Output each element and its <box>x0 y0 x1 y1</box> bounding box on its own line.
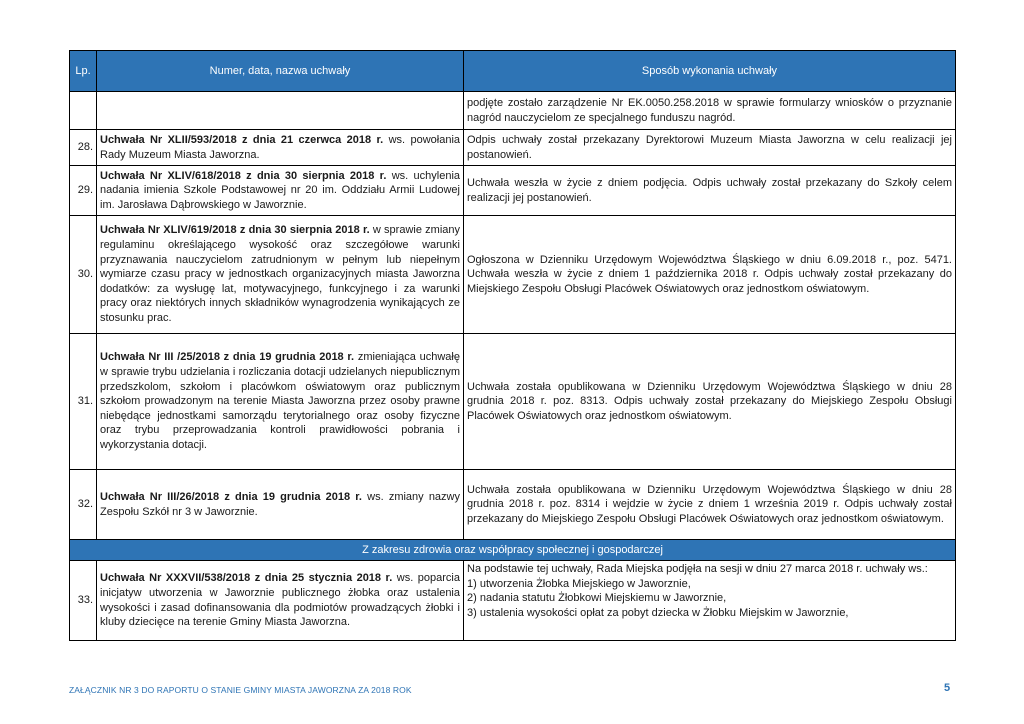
resolution-desc: zmieniająca uchwałę w sprawie trybu udzielania i rozliczania dotacji udzielanych niepublicznym przedszkolom, szkołom i placówkom oświatowym oraz publicznym szkołom prowadzonym na terenie Miasta Jaworzna przez osoby prawne niebędące jednostkami samorządu terytorialnego oraz osoby fizyczne oraz trybu przeprowadzania kontroli prawidłowości pobrania i wykorzystania dotacji. <box>100 351 460 451</box>
execution-intro: Na podstawie tej uchwały, Rada Miejska podjęła na sesji w dniu 27 marca 2018 r. uchwały ws.: <box>467 563 928 575</box>
row-resolution <box>97 470 464 540</box>
resolutions-table <box>69 50 956 641</box>
resolution-desc: ws. zmiany nazwy Zespołu Szkół nr 3 w Jaworznie. <box>100 490 460 518</box>
row-lp: 31. <box>70 334 97 470</box>
page-number: 5 <box>944 682 951 694</box>
resolution-title: Uchwała Nr XLIV/619/2018 z dnia 30 sierpnia 2018 r. <box>100 224 370 237</box>
row-execution: Uchwała weszła w życie z dniem podjęcia. Odpis uchwały został przekazany do Szkoły celem realizacji jej postanowień. <box>464 166 956 216</box>
row-resolution <box>97 334 464 470</box>
resolution-desc: ws. poparcia inicjatyw utworzenia w Jaworznie publicznego żłobka oraz ustalenia wysokości i zasad dofinansowania dla podmiotów prowadzących żłobki i kluby dziecięce na terenie Gminy Miasta Jaworzna. <box>100 572 460 629</box>
table-row <box>70 130 956 166</box>
row-resolution <box>97 92 464 130</box>
table-row <box>70 166 956 216</box>
resolution-title: Uchwała Nr III/26/2018 z dnia 19 grudnia 2018 r. <box>100 490 362 503</box>
footer-document-title: ZAŁĄCZNIK NR 3 DO RAPORTU O STANIE GMINY MIASTA JAWORZNA ZA 2018 ROK <box>69 685 412 695</box>
table-row <box>70 92 956 130</box>
row-resolution <box>97 166 464 216</box>
table-header-row <box>70 51 956 92</box>
table-row <box>70 334 956 470</box>
row-execution: Uchwała została opublikowana w Dzienniku Urzędowym Województwa Śląskiego w dniu 28 grudnia 2018 r. poz. 8314 i wejdzie w życie z dniem 1 września 2019 r. Odpis uchwały został przekazany do Miejskiego Zespołu Obsługi Placówek Oświatowych oraz jednostkom oświatowym. <box>464 470 956 540</box>
execution-item: 2) nadania statutu Żłobkowi Miejskiemu w Jaworznie, <box>467 592 727 605</box>
row-execution: Uchwała została opublikowana w Dzienniku Urzędowym Województwa Śląskiego w dniu 28 grudnia 2018 r. poz. 8313. Odpis uchwały został przekazany do Miejskiego Zespołu Obsługi Placówek Oświatowych oraz jednostkom oświatowym. <box>464 334 956 470</box>
row-execution: Ogłoszona w Dzienniku Urzędowym Województwa Śląskiego w dniu 6.09.2018 r., poz. 5471. Uchwała weszła w życie z dniem 1 października 2018 r. Odpis uchwały został przekazany do Miejskiego Zespołu Obsługi Placówek Oświatowych oraz jednostkom oświatowym. <box>464 216 956 334</box>
section-heading: Z zakresu zdrowia oraz współpracy społecznej i gospodarczej <box>70 540 956 561</box>
resolution-title: Uchwała Nr III /25/2018 z dnia 19 grudnia 2018 r. <box>100 351 355 364</box>
section-row <box>70 540 956 561</box>
header-lp: Lp. <box>70 51 97 92</box>
row-execution: podjęte zostało zarządzenie Nr EK.0050.258.2018 w sprawie formularzy wniosków o przyznanie nagród nauczycielom ze specjalnego funduszu nagród. <box>464 92 956 130</box>
row-resolution <box>97 130 464 166</box>
row-execution <box>464 561 956 641</box>
resolution-title: Uchwała Nr XLII/593/2018 z dnia 21 czerwca 2018 r. <box>100 133 384 146</box>
row-resolution <box>97 561 464 641</box>
row-lp <box>70 92 97 130</box>
table-row <box>70 470 956 540</box>
resolution-desc: ws. uchylenia nadania imienia Szkole Podstawowej nr 20 im. Oddziału Armii Ludowej im. Jarosława Dąbrowskiego w Jaworznie. <box>100 169 461 211</box>
row-lp: 30. <box>70 216 97 334</box>
resolution-title: Uchwała Nr XXXVII/538/2018 z dnia 25 stycznia 2018 r. <box>100 572 393 585</box>
resolution-title: Uchwała Nr XLIV/618/2018 z dnia 30 sierpnia 2018 r. <box>100 169 387 182</box>
row-lp: 33. <box>70 561 97 641</box>
execution-item: 1) utworzenia Żłobka Miejskiego w Jaworznie, <box>467 577 691 590</box>
row-lp: 29. <box>70 166 97 216</box>
execution-item: 3) ustalenia wysokości opłat za pobyt dziecka w Żłobku Miejskim w Jaworznie, <box>467 606 849 619</box>
resolution-desc: w sprawie zmiany regulaminu określającego wysokość oraz szczegółowe warunki przyznawania nauczycielom zatrudnionym w pełnym lub niepełnym wymiarze czasu pracy w jednostkach organizacyjnych miasta Jaworzna dodatków: za wysługę lat, motywacyjnego, funkcyjnego i za warunki pracy oraz niektórych innych składników wynagrodzenia wynikających ze stosunku prac. <box>100 224 460 324</box>
table-row <box>70 561 956 641</box>
row-lp: 28. <box>70 130 97 166</box>
header-execution: Sposób wykonania uchwały <box>464 51 956 92</box>
resolution-desc: ws. powołania Rady Muzeum Miasta Jaworzna. <box>100 133 460 161</box>
row-resolution <box>97 216 464 334</box>
header-resolution: Numer, data, nazwa uchwały <box>97 51 464 92</box>
row-execution: Odpis uchwały został przekazany Dyrektorowi Muzeum Miasta Jaworzna w celu realizacji jej postanowień. <box>464 130 956 166</box>
table-row <box>70 216 956 334</box>
row-lp: 32. <box>70 470 97 540</box>
